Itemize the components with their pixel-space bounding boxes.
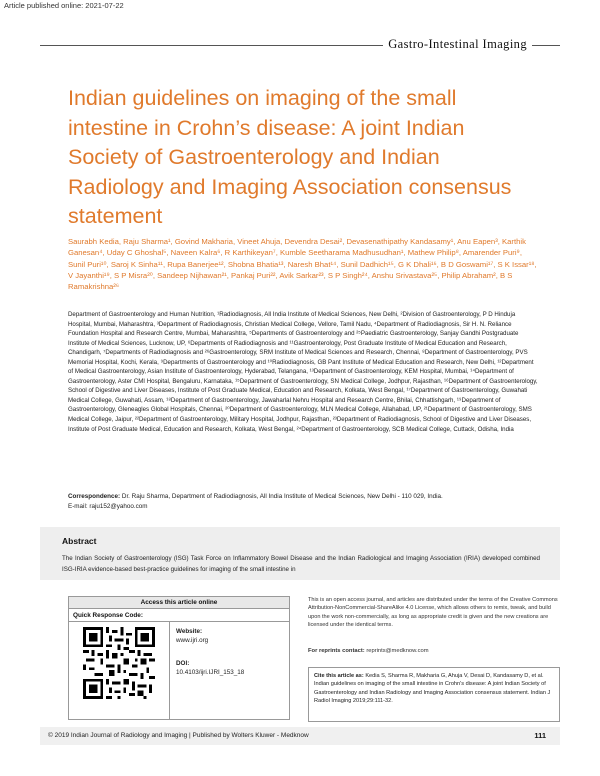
affiliations: Department of Gastroenterology and Human Nutrition, ¹Radiodiagnosis, All India Institute of Medical Sciences, New Delhi, ²Division of Gastroenterology, P D Hinduja Hospital, Mumbai, Maharashtra, ³Department of Radiodiagnosis, Christian Medical College, Vellore, Tamil Nadu, ⁴Department of Radiodiagnosis, Sir H. N. Reliance Foundation Hospital and Research Centre, Mumbai, Maharashtra, ⁵Departments of Gastroenterology and ²⁵Paediatric Gastroenterology, Sanjay Gandhi Postgraduate Institute of Medical Sciences, Lucknow, UP, ⁶Departments of Radiodiagnosis and ¹¹Gastroenterology, Post Graduate Institute of Medical Education and Research, Chandigarh, ⁷Departments of Radiodiagnosis and ²⁶Gastroenterology, SRM Institute of Medical Sciences and Research, Chennai, ⁸Department of Gastroenterology, PVS Memorial Hospital, Kochi, Kerala, ⁹Departments of Gastroenterology and ¹⁰Radiodiagnosis, GB Pant Institute of Medical Education and Research, New Delhi, ¹²Department of Medical Gastroenterology, Asian Institute of Gastroenterology, Hyderabad, Telangana, ¹³Department of Gastroenterology, KEM Hospital, Mumbai, ¹⁴Department of Gastroenterology, Aster CMI Hospital, Bengaluru, Karnataka, ¹⁵Department of Gastroenterology, SN Medical College, Jodhpur, Rajasthan, ¹⁶Department of Gastroenterology, School of Digestive and Liver Diseases, Institute of Post Graduate Medical, Education and Research, Kolkata, West Bengal, ¹⁷Department of Gastroenterology, Guwahati Medical College, Guwahati, Assam, ¹⁸Department of Gastroenterology, Jawaharlal Nehru Hospital and Research Centre, Bhilai, Chhattishgarh, ¹⁹Department of Gastroenterology, Gleneagles Global Hospitals, Chennai, ²⁰Department of Gastroenterology, MLN Medical College, Allahabad, UP, ²¹Department of Gastroenterology, SMS Medical College, Jaipur, ²²Department of Gastroenterology, Military Hospital, Jodhpur, Rajasthan, ²³Department of Radiodiagnosis, School of Digestive and Liver Diseases, Institute of Post Graduate Medical, Education and Research, Kolkata, West Bengal, ²⁴Department of Gastroenterology, SCB Medical College, Cuttack, Odisha, India xyxy=(68,311,538,433)
cite-label: Cite this article as: xyxy=(314,673,364,679)
publication-date: Article published online: 2021-07-22 xyxy=(4,1,124,10)
journal-section-header xyxy=(40,34,560,56)
qr-label: Quick Response Code: xyxy=(69,609,289,622)
correspondence-email[interactable]: E-mail: raju152@yahoo.com xyxy=(68,502,148,510)
access-heading: Access this article online xyxy=(69,597,289,609)
website-label: Website: xyxy=(176,628,203,635)
page-footer xyxy=(40,727,560,745)
section-label: Gastro-Intestinal Imaging xyxy=(383,37,532,52)
cite-text: Kedia S, Sharma R, Makharia G, Ahuja V, Desai D, Kandasamy D, et al. Indian guidelines on imaging of the small intestine in Crohn's disease: A joint Indian Society of Gastroenterology and Indian Radiology and Imaging Association consensus statement. Indian J Radiol Imaging 2019;29:111-32. xyxy=(314,673,551,704)
footer-copyright: © 2019 Indian Journal of Radiology and Imaging | Published by Wolters Kluwer - Medknow xyxy=(48,732,309,739)
access-divider xyxy=(169,622,170,719)
correspondence-label: Correspondence: xyxy=(68,493,121,500)
abstract-text: The Indian Society of Gastroenterology (ISG) Task Force on Inflammatory Bowel Disease and the Indian Radiological and Imaging Association (IRIA) developed combined ISG-IRIA evidence-based best-practice guidelines for imaging of the small intestine in xyxy=(62,555,540,573)
abstract-box xyxy=(40,527,560,580)
doi-link[interactable]: 10.4103/ijri.IJRI_153_18 xyxy=(176,669,245,676)
article-title: Indian guidelines on imaging of the small intestine in Crohn’s disease: A joint Indian Society of Gastroenterology and Indian Radiology and Imaging Association consensus statement xyxy=(68,86,512,228)
access-info xyxy=(176,627,286,677)
page-number: 111 xyxy=(534,731,546,740)
reprints-info xyxy=(308,648,429,654)
doi-label: DOI: xyxy=(176,660,190,667)
access-article-box xyxy=(68,596,290,720)
correspondence-text: Dr. Raju Sharma, Department of Radiodiagnosis, All India Institute of Medical Sciences, New Delhi - 110 029, India. xyxy=(121,493,443,500)
reprints-label: For reprints contact: xyxy=(308,648,365,654)
reprints-email[interactable]: reprints@medknow.com xyxy=(366,648,429,654)
author-list: Saurabh Kedia, Raju Sharma¹, Govind Makharia, Vineet Ahuja, Devendra Desai², Devasenathipathy Kandasamy¹, Anu Eapen³, Karthik Ganesan⁴, Uday C Ghoshal⁵, Naveen Kalra⁶, R Karthikeyan⁷, Kumble Seetharama Madhusudhan¹, Mathew Philip⁸, Amarender Puri⁹, Sunil Puri¹⁰, Saroj K Sinha¹¹, Rupa Banerjee¹², Shobna Bhatia¹³, Naresh Bhat¹⁴, Sunil Dadhich¹⁵, G K Dhali¹⁶, B D Goswami¹⁷, S K Issar¹⁸, V Jayanthi¹⁹, S P Misra²⁰, Sandeep Nijhawan²¹, Pankaj Puri²², Avik Sarkar²³, S P Singh²⁴, Anshu Srivastava²⁵, Philip Abraham², B S Ramakrishna²⁶ xyxy=(68,237,537,292)
license-text: This is an open access journal, and articles are distributed under the terms of the Creative Commons Attribution-NonCommercial-ShareAlike 4.0 License, which allows others to remix, tweak, and build upon the work non-commercially, as long as appropriate credit is given and the new creations are licensed under the identical terms. xyxy=(308,597,558,629)
abstract-heading: Abstract xyxy=(62,536,97,546)
qr-code-icon[interactable] xyxy=(83,627,155,699)
correspondence xyxy=(68,492,538,511)
citation-box xyxy=(308,667,560,722)
website-link[interactable]: www.ijri.org xyxy=(176,637,209,644)
